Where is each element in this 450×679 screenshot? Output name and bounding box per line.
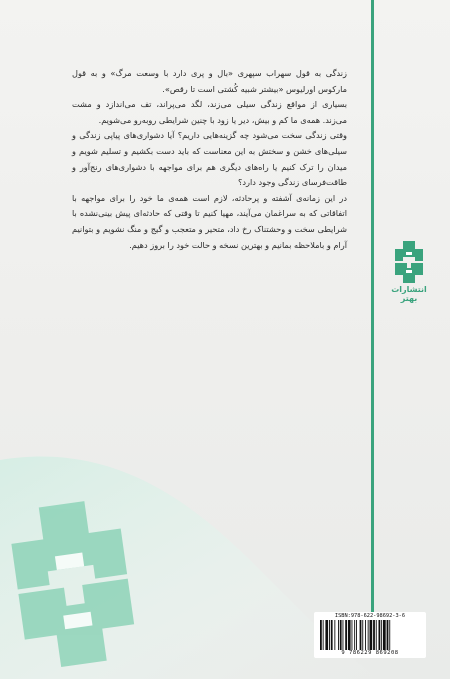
isbn-label: ISBN:978-622-98692-3-6 — [334, 613, 406, 619]
barcode — [314, 612, 426, 658]
vertical-green-rule — [371, 0, 374, 612]
barcode-number: 9 786229 869208 — [341, 650, 399, 656]
paragraph-1: زندگی به قول سهراب سپهری «بال و پری دارد با وسعت مرگ» و به قول مارکوس اورلیوس «بیشتر شبیه کُشتی است تا رقص». — [72, 68, 347, 94]
back-cover-text — [72, 66, 347, 253]
publisher-emblem-watermark — [0, 485, 190, 679]
paragraph-4: در این زمانه‌ی آشفته و پرحادثه، لازم است همه‌ی ما خود را برای مواجهه با اتفاقاتی که به سراغمان می‌آیند، مهیا کنیم تا وقتی که حادثه‌ای پیش بینی‌نشده با شرایطی سخت و وحشتناک رخ داد، متحیر و متعجب و گیج و منگ نشویم و بتوانیم آرام و باملاحظه بمانیم و بهترین نسخه و حالت خود را بروز دهیم. — [72, 192, 347, 250]
paragraph-3: وقتی زندگی سخت می‌شود چه گزینه‌هایی داریم؟ آیا دشواری‌های پیاپی زندگی و سیلی‌های خشن و سختش به این معناست که باید دست بکشیم و تسلیم شویم و میدان را ترک کنیم یا راه‌های دیگری هم برای مواجهه با دشواری‌های رنج‌آور و طاقت‌فرسای زندگی وجود دارد؟ — [72, 130, 347, 188]
publisher-name: انتشارات بهتر — [391, 285, 427, 303]
barcode-bars — [319, 620, 421, 650]
paragraph-2: بسیاری از مواقع زندگی سیلی می‌زند، لگد می‌پراند، تف می‌اندازد و مشت می‌زند. همه‌ی ما کم و بیش، دیر یا زود با چنین شرایطی روبه‌رو می‌شویم. — [72, 99, 347, 125]
